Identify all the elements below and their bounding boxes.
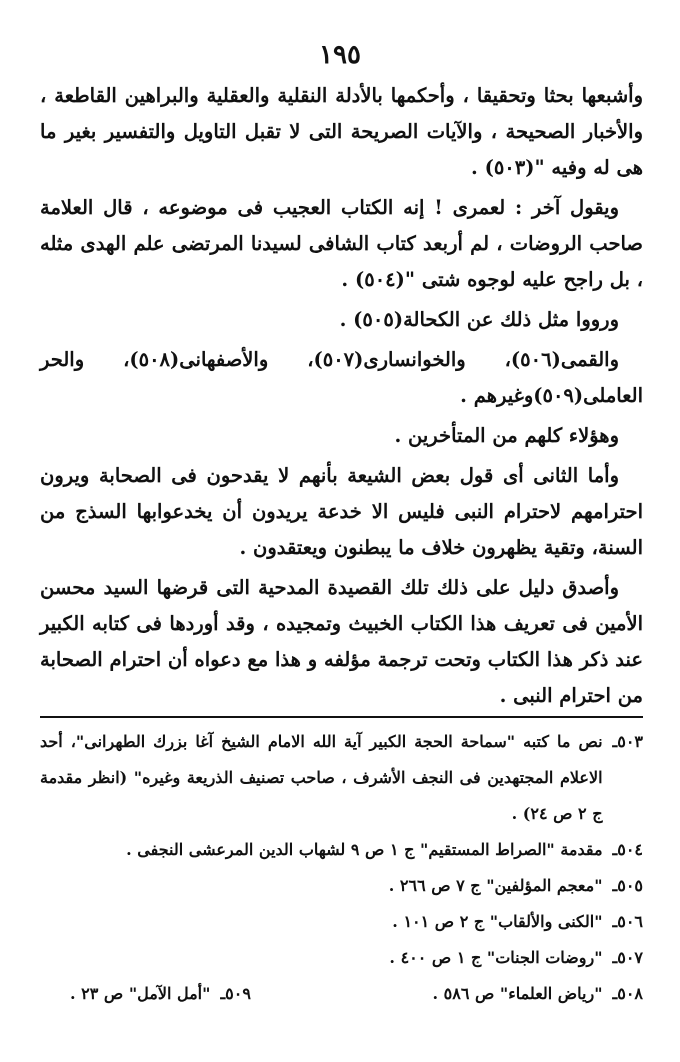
footnote-divider	[40, 716, 643, 718]
footnote-number: ٥٠٦ـ	[612, 912, 643, 931]
paragraph: وأشبعها بحثا وتحقيقا ، وأحكمها بالأدلة النقلية والعقلية والبراهين القاطعة ، والأخبار الصحيحة ، والآيات الصريحة التى لا تقبل التاويل والتفسير بغير ما هى له وفيه "(٥٠٣) .	[40, 84, 643, 179]
footnote	[70, 976, 251, 1012]
footnote-text: "روضات الجنات" ج ١ ص ٤٠٠ .	[389, 948, 603, 967]
footnote-text: مقدمة "الصراط المستقيم" ج ١ ص ٩ لشهاب الدين المرعشى النجفى .	[126, 840, 603, 859]
paragraph: وأصدق دليل على ذلك تلك القصيدة المدحية التى قرضها السيد محسن الأمين فى تعريف هذا الكتاب الخبيث وتمجيده ، وقد أوردها فى كتابه الكبير عند ذكر هذا الكتاب وتحت ترجمة مؤلفه و هذا مع دعواه أن احترام الصحابة من احترام النبى .	[40, 576, 643, 707]
page-number: ١٩٥	[319, 40, 361, 70]
footnote	[433, 976, 644, 1012]
main-text	[40, 78, 643, 718]
footnote-number: ٥٠٣ـ	[612, 732, 643, 751]
footnote-number: ٥٠٥ـ	[612, 876, 643, 895]
footnote-text: "رياض العلماء" ص ٥٨٦ .	[432, 984, 603, 1003]
paragraph: وأما الثانى أى قول بعض الشيعة بأنهم لا يقدحون فى الصحابة ويرون احترامهم لاحترام النبى فليس الا خدعة يريدون أن يخدعوابها السذج من السنة، وتقية يظهرون خلاف ما يبطنون ويعتقدون .	[40, 464, 643, 559]
footnote-text: "معجم المؤلفين" ج ٧ ص ٢٦٦ .	[388, 876, 603, 895]
paragraph: ورووا مثل ذلك عن الكحالة(٥٠٥) .	[339, 308, 619, 331]
footnote-text: نص ما كتبه "سماحة الحجة الكبير آية الله الامام الشيخ آغا بزرك الطهرانى"، أحد الاعلام المجتهدين فى النجف الأشرف ، صاحب تصنيف الذريعة وغيره" (انظر مقدمة ج ٢ ص ٢٤) .	[40, 732, 603, 823]
footnote-text: "الكنى والألقاب" ج ٢ ص ١٠١ .	[392, 912, 603, 931]
paragraph: والقمى(٥٠٦)، والخوانسارى(٥٠٧)، والأصفهانى(٥٠٨)، والحر العاملى(٥٠٩)وغيرهم .	[40, 348, 643, 407]
footnote	[40, 904, 643, 940]
footnotes	[40, 724, 643, 1012]
footnote	[40, 940, 643, 976]
footnote-number: ٥٠٧ـ	[612, 948, 643, 967]
paragraph: وهؤلاء كلهم من المتأخرين .	[394, 424, 619, 447]
footnote-row	[40, 976, 643, 1012]
footnote-text: "أمل الآمل" ص ٢٣ .	[70, 984, 211, 1003]
footnote-number: ٥٠٤ـ	[612, 840, 643, 859]
paragraph: ويقول آخر : لعمرى ! إنه الكتاب العجيب فى موضوعه ، قال العلامة صاحب الروضات ، لم أربعد كتاب الشافى لسيدنا المرتضى علم الهدى مثله ، بل راجح عليه لوجوه شتى "(٥٠٤) .	[40, 196, 643, 291]
footnote-number: ٥٠٩ـ	[220, 984, 251, 1003]
footnote	[40, 724, 643, 832]
footnote	[40, 832, 643, 868]
footnote	[40, 868, 643, 904]
footnote-number: ٥٠٨ـ	[612, 984, 643, 1003]
